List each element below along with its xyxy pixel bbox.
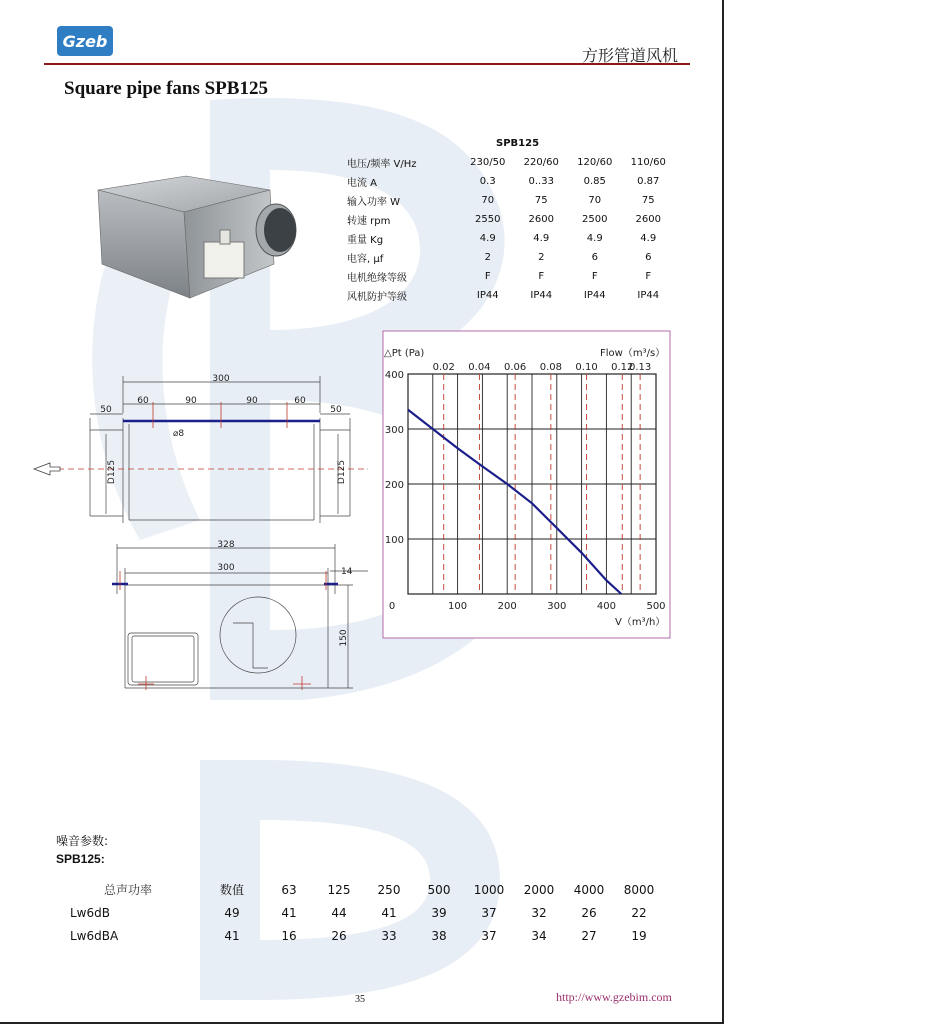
spec-row: 重量 Kg 4.9 4.9 4.9 4.9: [347, 233, 657, 246]
page-title: Square pipe fans SPB125: [64, 78, 268, 99]
spec-row: 电压/频率 V/Hz 230/50 220/60 120/60 110/60: [347, 157, 666, 170]
svg-text:90: 90: [185, 396, 197, 406]
header-rule: [44, 63, 690, 65]
top-axis-label: Flow（m³/s）: [600, 348, 666, 359]
x-tick-label: 300: [547, 601, 567, 612]
noise-model-label: SPB125:: [56, 852, 105, 866]
spec-row: 风机防护等级 IP44 IP44 IP44 IP44: [347, 290, 660, 303]
svg-text:⌀8: ⌀8: [173, 429, 185, 439]
x-tick-label: 100: [448, 601, 468, 612]
svg-text:300: 300: [217, 563, 235, 573]
svg-text:D125: D125: [107, 459, 117, 485]
chart-frame: [383, 331, 670, 638]
x-tick-label: 500: [646, 601, 666, 612]
y-tick-label: 300: [384, 425, 404, 436]
top-tick-label: 0.04: [468, 362, 491, 373]
spec-row: 转速 rpm 2550 2600 2500 2600: [347, 214, 661, 227]
top-tick-label: 0.08: [539, 362, 562, 373]
performance-chart: [382, 330, 672, 642]
top-tick-label: 0.12: [611, 362, 634, 373]
y-tick-label: 100: [384, 535, 404, 546]
page-number: 35: [355, 994, 365, 1005]
company-logo: [57, 26, 113, 56]
svg-text:328: 328: [217, 540, 235, 550]
noise-table: [56, 878, 664, 947]
noise-row: Lw6dB 49 41 44 41 39 37 32 26 22: [70, 905, 647, 920]
top-tick-label: 0.10: [575, 362, 598, 373]
svg-text:14: 14: [341, 567, 353, 577]
svg-text:90: 90: [246, 396, 258, 406]
noise-row: Lw6dBA 41 16 26 33 38 37 34 27 19: [70, 928, 647, 943]
product-photo: [94, 160, 334, 300]
svg-text:60: 60: [294, 396, 306, 406]
top-tick-label: 0.13: [628, 362, 652, 373]
noise-section-title: 噪音参数:: [56, 834, 109, 848]
svg-text:300: 300: [212, 374, 230, 384]
svg-text:50: 50: [100, 405, 112, 415]
spec-row: 输入功率 W 70 75 70 75: [347, 195, 655, 208]
header-title: 方形管道风机: [581, 46, 678, 65]
top-tick-label: 0.02: [432, 362, 455, 373]
svg-text:Gzeb: Gzeb: [62, 32, 108, 51]
svg-text:60: 60: [137, 396, 149, 406]
x-axis-label: V（m³/h）: [615, 617, 666, 628]
x-tick-label: 200: [497, 601, 517, 612]
svg-text:50: 50: [330, 405, 342, 415]
svg-text:D125: D125: [337, 459, 347, 485]
spec-row: 电机绝缘等级 F F F F: [347, 271, 652, 284]
dimension-drawing: [28, 368, 368, 698]
noise-header-row: 总声功率 数值 63 125 250 500 1000 2000 4000 8000: [103, 882, 655, 897]
spec-table: [347, 134, 675, 305]
footer-url[interactable]: http://www.gzebim.com: [556, 990, 672, 1004]
y-axis-label: △Pt (Pa): [384, 348, 425, 359]
y-tick-label: 200: [384, 480, 404, 491]
spec-row: 电容, µf 2 2 6 6: [347, 252, 652, 265]
x-tick-label: 0: [388, 601, 396, 612]
x-tick-label: 400: [596, 601, 616, 612]
spec-model: SPB125: [496, 138, 540, 149]
spec-row: 电流 A 0.3 0..33 0.85 0.87: [347, 176, 660, 189]
svg-text:150: 150: [339, 629, 349, 647]
y-tick-label: 400: [384, 370, 404, 381]
top-tick-label: 0.06: [504, 362, 527, 373]
